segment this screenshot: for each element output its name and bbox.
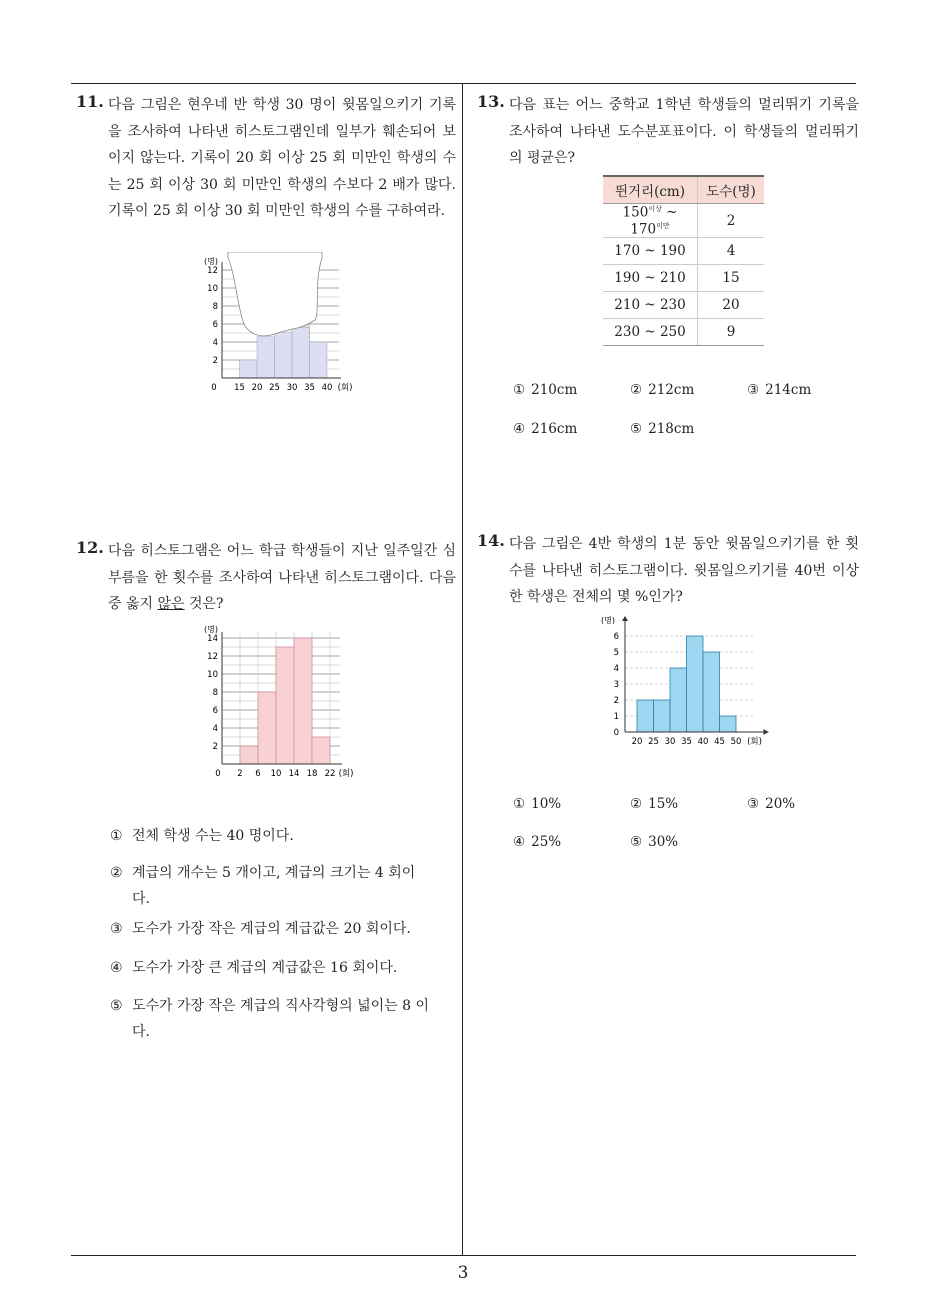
option-text: 30% [648, 834, 679, 850]
range-cell: 230 ~ 250 [603, 319, 698, 346]
question-number: 11. [76, 92, 104, 111]
y-tick-label: 6 [212, 320, 218, 330]
x-tick-label: 35 [681, 737, 692, 747]
y-tick-label: 14 [207, 634, 218, 644]
y-tick-label: 5 [613, 648, 619, 658]
x-tick-label: 14 [288, 769, 300, 779]
answer-option[interactable] [513, 796, 561, 812]
table-header: 뛴거리(cm) [603, 176, 698, 204]
x-tick-label: 25 [648, 737, 659, 747]
y-tick-label: 10 [207, 670, 218, 680]
x-tick-label: 25 [269, 383, 280, 393]
partial-bar [257, 337, 275, 378]
histogram-bar [720, 716, 737, 732]
y-tick-label: 10 [207, 284, 218, 294]
x-tick-label: 50 [730, 737, 742, 747]
range-part: 이상 [648, 205, 662, 213]
range-cell: 190 ~ 210 [603, 265, 698, 292]
answer-option[interactable] [513, 421, 577, 437]
option-number: ③ [747, 796, 760, 812]
frequency-table [603, 175, 764, 346]
answer-option[interactable] [110, 993, 440, 1045]
option-number: ④ [110, 960, 123, 976]
question-text-post: 것은? [184, 596, 224, 612]
y-tick-label: 2 [212, 742, 218, 752]
option-number: ⑤ [630, 834, 643, 850]
answer-option[interactable] [110, 860, 440, 912]
x-tick-label: 18 [306, 769, 318, 779]
range-cell: 210 ~ 230 [603, 292, 698, 319]
histogram-bar [654, 700, 671, 732]
question-text-underline: 않은 [157, 596, 185, 612]
option-number: ⑤ [110, 998, 123, 1014]
option-number: ③ [747, 382, 760, 398]
x-tick-label: 40 [321, 383, 333, 393]
option-text: 도수가 가장 작은 계급의 계급값은 20 회이다. [132, 921, 411, 937]
option-text: 212cm [648, 382, 695, 398]
answer-option[interactable] [747, 796, 795, 812]
range-part: 미만 [656, 221, 670, 230]
question-13 [477, 92, 859, 172]
option-number: ② [630, 382, 643, 398]
y-tick-label: 2 [613, 696, 619, 706]
answer-option[interactable] [110, 955, 440, 981]
freq-cell: 9 [698, 319, 765, 346]
histogram-q12 [192, 620, 372, 780]
x-unit-label: (회) [337, 383, 353, 393]
option-text: 계급의 개수는 5 개이고, 계급의 크기는 4 회이다. [132, 865, 416, 907]
histogram-bar [310, 342, 328, 378]
answer-option[interactable] [513, 834, 561, 850]
x-tick-label: 22 [324, 769, 336, 779]
x-tick-label: 10 [270, 769, 282, 779]
answer-option[interactable] [110, 823, 440, 849]
option-text: 15% [648, 796, 679, 812]
y-tick-label: 4 [212, 724, 218, 734]
y-axis-label: (명) [204, 257, 218, 266]
option-number: ① [513, 382, 526, 398]
x-tick-label: 2 [237, 769, 243, 779]
y-tick-label: 3 [613, 680, 619, 690]
answer-option[interactable] [630, 834, 678, 850]
freq-cell: 15 [698, 265, 765, 292]
option-number: ② [630, 796, 643, 812]
question-number: 13. [477, 92, 505, 111]
x-tick-label: 15 [234, 383, 245, 393]
range-cell: 170 ~ 190 [603, 238, 698, 265]
answer-option[interactable] [747, 382, 811, 398]
range-part: 150 [622, 204, 649, 221]
bottom-rule [71, 1255, 856, 1256]
answer-option[interactable] [110, 916, 440, 942]
histogram-bar [670, 668, 687, 732]
question-14 [477, 531, 859, 611]
table-row [603, 265, 764, 292]
y-tick-label: 8 [212, 302, 218, 312]
answer-option[interactable] [630, 796, 678, 812]
histogram-q11 [190, 252, 370, 402]
y-tick-label: 1 [613, 712, 619, 722]
y-axis-label: (명) [204, 625, 218, 634]
table-header: 도수(명) [698, 176, 765, 204]
question-text: 다음 표는 어느 중학교 1학년 학생들의 멀리뛰기 기록을 조사하여 나타낸 도수분포표이다. 이 학생들의 멀리뛰기의 평균은? [509, 97, 859, 166]
freq-cell: 2 [698, 204, 765, 238]
option-text: 도수가 가장 작은 계급의 직사각형의 넓이는 8 이다. [132, 998, 430, 1040]
y-tick-label: 6 [613, 632, 619, 642]
x-tick-label: 35 [304, 383, 315, 393]
option-text: 전체 학생 수는 40 명이다. [132, 828, 294, 844]
option-number: ④ [513, 834, 526, 850]
y-tick-label: 4 [613, 664, 619, 674]
y-tick-label: 2 [212, 356, 218, 366]
x-tick-label: 0 [211, 383, 217, 393]
question-text: 다음 그림은 현우네 반 학생 30 명이 윗몸일으키기 기록을 조사하여 나타낸 히스토그램인데 일부가 훼손되어 보이지 않는다. 기록이 20 회 이상 25 회 미만인 학생의 수는 25 회 이상 30 회 미만인 학생의 수보다 2 배가 많다. 기록이 25 회 이상 30 회 미만인 학생의 수를 구하여라. [108, 97, 456, 219]
top-rule [71, 83, 856, 84]
option-number: ⑤ [630, 421, 643, 437]
y-tick-label: 4 [212, 338, 218, 348]
y-tick-label: 12 [207, 266, 218, 276]
option-number: ① [513, 796, 526, 812]
option-text: 210cm [531, 382, 578, 398]
histogram-bar [703, 652, 720, 732]
range-part: ~ 170 [630, 204, 678, 237]
x-tick-label: 30 [286, 383, 298, 393]
option-number: ② [110, 865, 123, 881]
x-axis-arrow [764, 729, 769, 735]
freq-cell: 4 [698, 238, 765, 265]
x-tick-label: 0 [215, 769, 221, 779]
option-number: ① [110, 828, 123, 844]
range-cell [603, 204, 698, 238]
option-text: 216cm [531, 421, 578, 437]
question-number: 12. [76, 538, 104, 557]
histogram-bar [258, 692, 276, 764]
page-number: 3 [457, 1263, 469, 1283]
partial-bar [292, 328, 310, 378]
freq-cell: 20 [698, 292, 765, 319]
x-tick-label: 40 [697, 737, 709, 747]
partial-bar [275, 332, 293, 378]
question-12 [76, 538, 456, 628]
y-tick-label: 6 [212, 706, 218, 716]
option-text: 214cm [765, 382, 812, 398]
histogram-bar [687, 636, 704, 732]
option-text: 218cm [648, 421, 695, 437]
table-row [603, 204, 764, 238]
x-tick-label: 20 [631, 737, 643, 747]
y-tick-label: 12 [207, 652, 218, 662]
y-tick-label: 8 [212, 688, 218, 698]
histogram-bar [276, 647, 294, 764]
x-unit-label: (회) [747, 737, 762, 747]
option-number: ③ [110, 921, 123, 937]
answer-option[interactable] [630, 382, 694, 398]
table-row [603, 319, 764, 346]
question-text: 다음 그림은 4반 학생의 1분 동안 윗몸일으키기를 한 횟수를 나타낸 히스토그램이다. 윗몸일으키기를 40번 이상한 학생은 전체의 몇 %인가? [509, 536, 859, 605]
option-text: 25% [531, 834, 562, 850]
question-text-pre: 다음 히스토그램은 어느 학급 학생들이 지난 일주일간 심부름을 한 횟수를 조사하여 나타낸 히스토그램이다. 다음 중 옳지 [108, 543, 456, 612]
x-tick-label: 6 [255, 769, 261, 779]
histogram-bar [240, 746, 258, 764]
histogram-bar [294, 638, 312, 764]
table-row [603, 238, 764, 265]
x-tick-label: 30 [664, 737, 676, 747]
y-axis-arrow [622, 616, 628, 621]
histogram-bar [312, 737, 330, 764]
answer-option[interactable] [513, 382, 577, 398]
option-number: ④ [513, 421, 526, 437]
column-divider [462, 83, 463, 1256]
histogram-q14 [595, 612, 770, 752]
x-unit-label: (회) [338, 769, 354, 779]
histogram-bar [240, 360, 258, 378]
y-axis-label: (명) [601, 616, 615, 625]
option-text: 도수가 가장 큰 계급의 계급값은 16 회이다. [132, 960, 398, 976]
histogram-bar [637, 700, 654, 732]
table-row [603, 292, 764, 319]
question-text [108, 538, 456, 618]
option-text: 10% [531, 796, 562, 812]
option-text: 20% [765, 796, 796, 812]
question-number: 14. [477, 531, 505, 550]
answer-option[interactable] [630, 421, 694, 437]
x-tick-label: 45 [714, 737, 725, 747]
x-tick-label: 20 [251, 383, 263, 393]
y-tick-label: 0 [613, 728, 619, 738]
damaged-area [228, 252, 322, 336]
